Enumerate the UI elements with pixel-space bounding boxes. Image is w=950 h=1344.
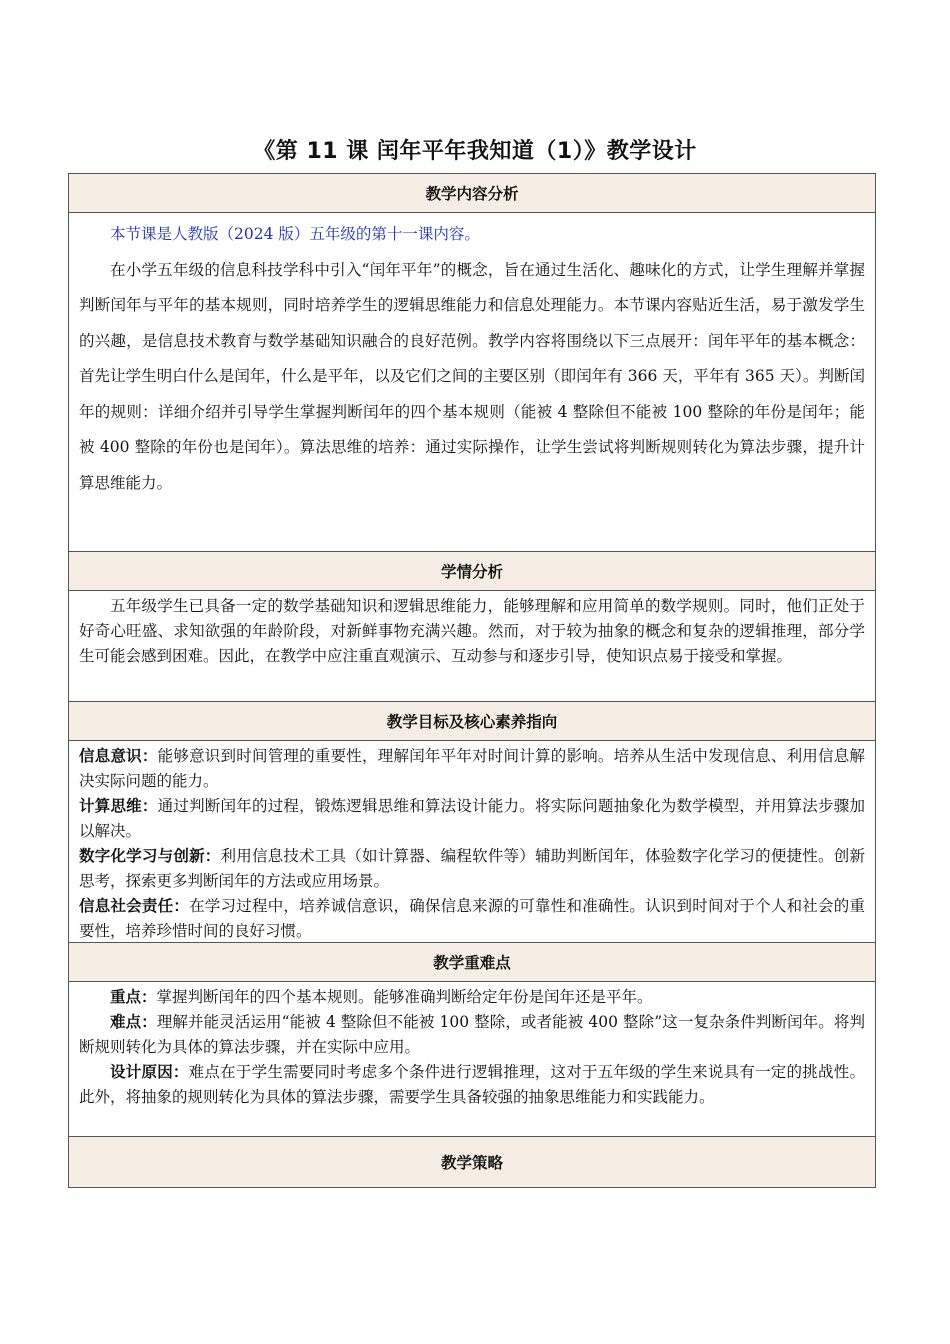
keypoint-item xyxy=(79,1010,865,1060)
section-header-keypoints: 教学重难点 xyxy=(69,943,875,982)
section-header-goals: 教学目标及核心素养指向 xyxy=(69,702,875,741)
student-analysis-body xyxy=(69,591,875,702)
keypoint-label: 重点： xyxy=(110,988,157,1006)
goal-item xyxy=(79,844,865,894)
goals-body xyxy=(69,741,875,943)
goal-item xyxy=(79,744,865,794)
goal-item xyxy=(79,794,865,844)
goal-label: 数字化学习与创新： xyxy=(79,847,221,865)
lesson-design-table xyxy=(68,173,876,1188)
keypoints-body xyxy=(69,982,875,1137)
goal-label: 信息意识： xyxy=(79,747,158,765)
content-intro: 本节课是人教版（2024 版）五年级的第十一课内容。 xyxy=(110,225,480,243)
keypoint-label: 设计原因： xyxy=(110,1063,189,1081)
keypoint-text: 难点在于学生需要同时考虑多个条件进行逻辑推理，这对于五年级的学生来说具有一定的挑战性。此外，将抽象的规则转化为具体的算法步骤，需要学生具备较强的抽象思维能力和实践能力。 xyxy=(79,1063,865,1106)
section-header-students: 学情分析 xyxy=(69,552,875,591)
keypoint-text: 掌握判断闰年的四个基本规则。能够准确判断给定年份是闰年还是平年。 xyxy=(156,988,653,1006)
goal-label: 计算思维： xyxy=(79,797,158,815)
keypoint-label: 难点： xyxy=(110,1013,157,1031)
section-header-content: 教学内容分析 xyxy=(69,174,875,213)
goal-text: 在学习过程中，培养诚信意识，确保信息来源的可靠性和准确性。认识到时间对于个人和社会的重要性，培养珍惜时间的良好习惯。 xyxy=(79,897,865,940)
content-analysis-body xyxy=(69,213,875,552)
section-header-strategy: 教学策略 xyxy=(69,1137,875,1187)
goal-text: 能够意识到时间管理的重要性，理解闰年平年对时间计算的影响。培养从生活中发现信息、利用信息解决实际问题的能力。 xyxy=(79,747,865,790)
content-paragraph: 在小学五年级的信息科技学科中引入“闰年平年”的概念，旨在通过生活化、趣味化的方式，让学生理解并掌握判断闰年与平年的基本规则，同时培养学生的逻辑思维能力和信息处理能力。本节课内容贴近生活，易于激发学生的兴趣，是信息技术教育与数学基础知识融合的良好范例。教学内容将围绕以下三点展开：闰年平年的基本概念：首先让学生明白什么是闰年，什么是平年，以及它们之间的主要区别（即闰年有 366 天，平年有 365 天）。判断闰年的规则：详细介绍并引导学生掌握判断闰年的四个基本规则（能被 4 整除但不能被 100 整除的年份是闰年；能被 400 整除的年份也是闰年）。算法思维的培养：通过实际操作，让学生尝试将判断规则转化为算法步骤，提升计算思维能力。 xyxy=(79,260,865,492)
keypoint-item xyxy=(79,985,865,1010)
goal-label: 信息社会责任： xyxy=(79,897,190,915)
goal-text: 利用信息技术工具（如计算器、编程软件等）辅助判断闰年，体验数字化学习的便捷性。创新思考，探索更多判断闰年的方法或应用场景。 xyxy=(79,847,865,890)
goal-text: 通过判断闰年的过程，锻炼逻辑思维和算法设计能力。将实际问题抽象化为数学模型，并用算法步骤加以解决。 xyxy=(79,797,865,840)
keypoint-item xyxy=(79,1060,865,1110)
keypoint-text: 理解并能灵活运用“能被 4 整除但不能被 100 整除，或者能被 400 整除”这一复杂条件判断闰年。将判断规则转化为具体的算法步骤，并在实际中应用。 xyxy=(79,1013,865,1056)
students-paragraph: 五年级学生已具备一定的数学基础知识和逻辑思维能力，能够理解和应用简单的数学规则。同时，他们正处于好奇心旺盛、求知欲强的年龄阶段，对新鲜事物充满兴趣。然而，对于较为抽象的概念和复杂的逻辑推理，部分学生可能会感到困难。因此，在教学中应注重直观演示、互动参与和逐步引导，使知识点易于接受和掌握。 xyxy=(79,597,865,665)
goal-item xyxy=(79,894,865,944)
page-title: 《第 11 课 闰年平年我知道（1）》教学设计 xyxy=(253,139,697,164)
